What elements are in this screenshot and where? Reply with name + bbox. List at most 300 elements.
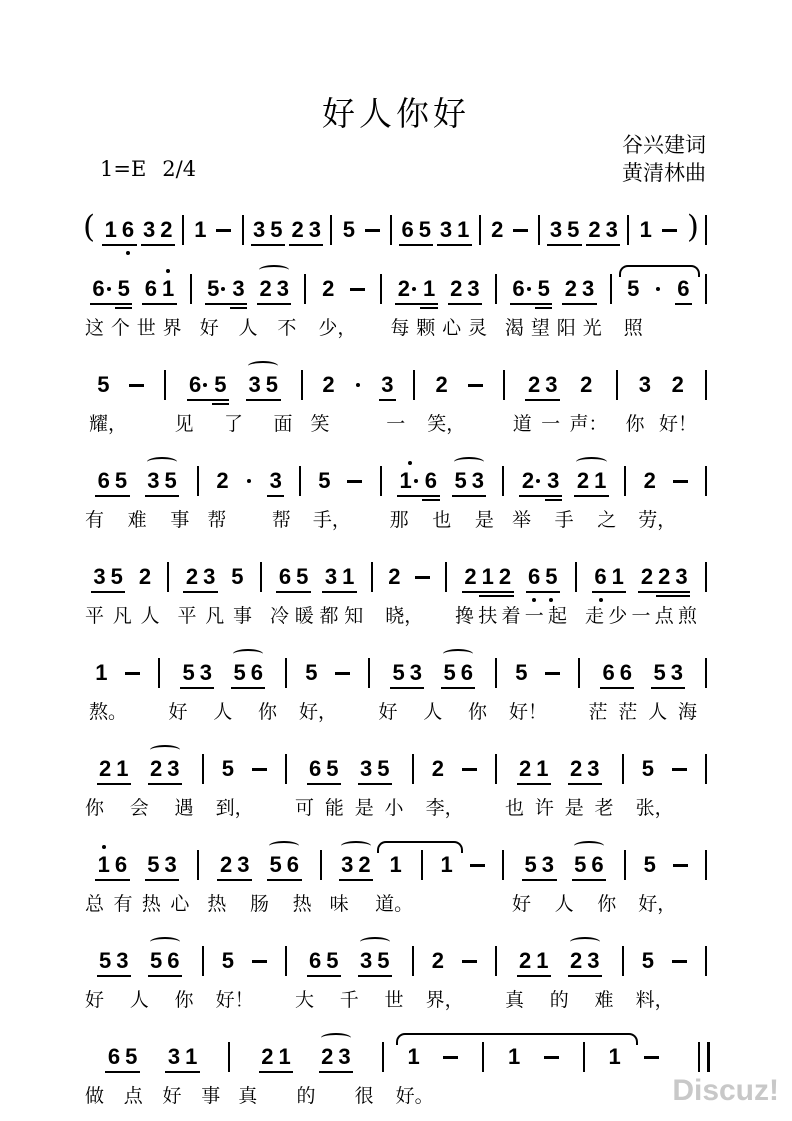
lyric-syllable: 你 bbox=[467, 701, 487, 723]
lyric-syllable: 走 bbox=[584, 605, 604, 627]
note: 3 bbox=[585, 757, 602, 781]
note: 3 bbox=[246, 373, 263, 397]
beam-underline bbox=[539, 879, 556, 881]
note-group bbox=[572, 853, 607, 877]
note: 5 bbox=[535, 277, 552, 301]
dash-duration-mark bbox=[672, 960, 687, 963]
note-group bbox=[642, 1045, 662, 1069]
notes-row bbox=[543, 203, 624, 243]
lyrics-row bbox=[500, 795, 619, 821]
lyric-syllable: 好 bbox=[378, 701, 398, 723]
notes-row bbox=[507, 454, 621, 494]
lyric-syllable: 是 bbox=[474, 509, 494, 531]
note-group bbox=[192, 218, 209, 242]
note: 1 bbox=[592, 469, 609, 493]
score-line bbox=[80, 1030, 710, 1109]
note: 6 bbox=[284, 853, 301, 877]
lyric-syllable: 之 bbox=[597, 509, 617, 531]
measure bbox=[80, 454, 194, 533]
note: 5 bbox=[115, 277, 132, 301]
beam-underline bbox=[545, 495, 562, 497]
beam-underline bbox=[589, 879, 606, 881]
note-group bbox=[219, 949, 236, 973]
beam-underline bbox=[469, 495, 486, 497]
note: 2 bbox=[643, 468, 656, 493]
note: 3 bbox=[379, 373, 396, 397]
note: 1 bbox=[455, 218, 472, 242]
note-group bbox=[105, 1045, 140, 1069]
measure bbox=[507, 838, 621, 917]
barline bbox=[705, 658, 707, 688]
beam-underline bbox=[119, 244, 136, 246]
close-paren-token: ) bbox=[686, 209, 699, 245]
final-double-barline bbox=[698, 1042, 710, 1072]
note: 6 bbox=[105, 1045, 122, 1069]
lyric-syllable: 那 bbox=[389, 509, 409, 531]
note: 2 bbox=[259, 1045, 276, 1069]
note-group bbox=[405, 1045, 422, 1069]
note: 6 bbox=[276, 565, 293, 589]
note: 5 bbox=[572, 853, 589, 877]
dash-duration-mark bbox=[462, 768, 477, 771]
beam-underline bbox=[574, 495, 591, 497]
lyrics-row bbox=[387, 1083, 479, 1109]
beam-underline bbox=[97, 975, 114, 977]
note: 2 bbox=[568, 949, 585, 973]
lyric-syllable: 有 bbox=[85, 509, 105, 531]
lyrics-row bbox=[80, 603, 164, 629]
beam-underline bbox=[651, 687, 668, 689]
lyric-syllable: 好， bbox=[638, 893, 677, 915]
note-group bbox=[90, 277, 133, 301]
note: 5 bbox=[268, 218, 285, 242]
lyric-syllable: 是 bbox=[564, 797, 584, 819]
note: 5 bbox=[305, 660, 318, 685]
note-group bbox=[127, 373, 147, 397]
lyric-syllable: 真 bbox=[505, 989, 525, 1011]
lyrics-row bbox=[417, 987, 492, 1013]
notes-row bbox=[627, 742, 702, 782]
notes-row bbox=[395, 203, 476, 243]
dot-duration-mark bbox=[247, 479, 251, 483]
note: 6 bbox=[589, 853, 606, 877]
note-group bbox=[578, 373, 595, 397]
lyrics-row bbox=[163, 699, 282, 725]
beam-underline bbox=[568, 783, 585, 785]
lyric-syllable: 世 bbox=[384, 989, 404, 1011]
lyric-syllable: 人 bbox=[423, 701, 443, 723]
lyrics-row bbox=[169, 411, 297, 437]
measure bbox=[304, 454, 377, 533]
note: 2 bbox=[356, 853, 373, 877]
note-group bbox=[395, 277, 438, 301]
lyric-syllable: 事 bbox=[232, 605, 252, 627]
beam-underline bbox=[379, 399, 396, 401]
barline bbox=[705, 215, 707, 245]
lyrics-row bbox=[80, 507, 194, 533]
barline bbox=[705, 850, 707, 880]
beam-underline bbox=[148, 783, 165, 785]
note: 6 bbox=[307, 757, 324, 781]
beam-underline bbox=[97, 783, 114, 785]
lyrics-row bbox=[588, 1083, 680, 1109]
beam-underline-2 bbox=[656, 595, 673, 597]
lyric-syllable: 事 bbox=[201, 1085, 221, 1107]
note-group bbox=[148, 757, 183, 781]
note: 6 bbox=[165, 949, 182, 973]
note-group bbox=[333, 661, 353, 685]
note-group bbox=[637, 218, 654, 242]
note bbox=[441, 1045, 461, 1069]
beam-underline bbox=[307, 975, 324, 977]
dash-duration-mark bbox=[644, 1056, 659, 1059]
lyric-syllable: 帮 bbox=[207, 509, 227, 531]
note bbox=[459, 949, 479, 973]
low-octave-dot bbox=[532, 598, 536, 602]
note-group bbox=[102, 218, 137, 242]
lyric-syllable: 好 bbox=[85, 989, 105, 1011]
notes-row bbox=[376, 550, 442, 590]
beam-underline bbox=[638, 591, 655, 593]
note-group bbox=[123, 661, 143, 685]
beam-underline bbox=[158, 244, 175, 246]
barline bbox=[202, 946, 204, 976]
beam-underline bbox=[90, 303, 115, 305]
lyric-syllable: 颗 bbox=[416, 317, 436, 339]
notes-row bbox=[500, 934, 619, 974]
lyric-syllable: 道。 bbox=[375, 893, 414, 915]
notes-row bbox=[233, 1030, 378, 1070]
lyric-syllable: 热 bbox=[141, 893, 161, 915]
lyric-syllable: 事 bbox=[170, 509, 190, 531]
lyric-syllable: 道 bbox=[512, 413, 532, 435]
beam-underline bbox=[600, 687, 617, 689]
lyrics-row bbox=[80, 411, 161, 437]
lyric-syllable: 界 bbox=[162, 317, 182, 339]
note: 5 bbox=[231, 661, 248, 685]
note: 2 bbox=[462, 565, 479, 589]
beam-underline bbox=[123, 1071, 140, 1073]
beam-underline bbox=[565, 244, 582, 246]
note: 5 bbox=[318, 468, 331, 493]
beam-underline bbox=[562, 303, 579, 305]
lyrics-row bbox=[309, 315, 377, 341]
lyrics-row bbox=[290, 987, 409, 1013]
notes-row bbox=[80, 358, 161, 398]
beam-underline bbox=[572, 879, 589, 881]
beam-underline bbox=[568, 975, 585, 977]
beam-underline bbox=[358, 975, 375, 977]
beam-underline bbox=[306, 244, 323, 246]
notes-row bbox=[290, 742, 409, 782]
lyric-syllable: 阳 bbox=[556, 317, 576, 339]
dash-duration-mark bbox=[468, 384, 483, 387]
high-octave-dot bbox=[166, 269, 170, 273]
lyric-syllable: 点 bbox=[123, 1085, 143, 1107]
beam-underline bbox=[452, 495, 469, 497]
beam-underline bbox=[375, 783, 392, 785]
note: 5 bbox=[641, 948, 655, 973]
measure bbox=[247, 203, 328, 243]
barline bbox=[413, 370, 415, 400]
note: 5 bbox=[375, 949, 392, 973]
note: 6 bbox=[307, 949, 324, 973]
beam-underline bbox=[251, 244, 268, 246]
dash-duration-mark bbox=[462, 960, 477, 963]
dash-duration-mark bbox=[672, 768, 687, 771]
note bbox=[214, 218, 234, 242]
beam-underline bbox=[217, 879, 234, 881]
note: 6 bbox=[95, 469, 112, 493]
notes-row bbox=[80, 550, 164, 590]
measure bbox=[629, 454, 702, 533]
note-group bbox=[438, 853, 455, 877]
lyric-syllable: 人 bbox=[238, 317, 258, 339]
lyric-syllable: 冷 bbox=[269, 605, 289, 627]
note-group bbox=[379, 373, 396, 397]
note: 6 bbox=[592, 565, 609, 589]
note-group bbox=[467, 853, 487, 877]
lyrics-row bbox=[500, 987, 619, 1013]
notes-row bbox=[80, 646, 155, 686]
beam-underline bbox=[95, 879, 112, 881]
beam-underline bbox=[522, 879, 539, 881]
beam-underline bbox=[656, 591, 673, 593]
lyric-syllable: 声： bbox=[569, 413, 608, 435]
note bbox=[347, 277, 367, 301]
beam-underline bbox=[115, 303, 132, 305]
note: 3 bbox=[145, 469, 162, 493]
lyric-syllable: 李， bbox=[425, 797, 464, 819]
notes-row bbox=[632, 203, 684, 243]
notes-row bbox=[627, 934, 702, 974]
note-group bbox=[462, 565, 514, 589]
note-group bbox=[562, 277, 597, 301]
lyric-syllable: 界， bbox=[425, 989, 464, 1011]
note: 3 bbox=[274, 277, 291, 301]
notes-row bbox=[80, 838, 194, 878]
lyric-syllable: 遇 bbox=[174, 797, 194, 819]
notes-row bbox=[500, 646, 575, 686]
augmentation-dot bbox=[107, 287, 111, 291]
barline bbox=[445, 562, 447, 592]
note-group bbox=[276, 565, 311, 589]
measure bbox=[583, 646, 702, 725]
notes-row bbox=[169, 358, 297, 398]
note: 5 bbox=[231, 564, 244, 589]
lyrics-row bbox=[500, 315, 607, 341]
beam-underline bbox=[668, 687, 685, 689]
note-group bbox=[93, 661, 110, 685]
barline bbox=[197, 466, 199, 496]
barline bbox=[502, 850, 504, 880]
beam-underline-2 bbox=[673, 595, 690, 597]
notes-row bbox=[290, 934, 409, 974]
beam-underline bbox=[165, 1071, 182, 1073]
beam-underline bbox=[422, 495, 439, 497]
measure bbox=[507, 454, 621, 533]
lyric-syllable: 好！ bbox=[659, 413, 698, 435]
measure bbox=[80, 358, 161, 437]
augmentation-dot bbox=[412, 287, 416, 291]
score-line bbox=[80, 646, 710, 725]
note: 1 bbox=[534, 757, 551, 781]
note-group bbox=[243, 469, 256, 493]
beam-underline bbox=[534, 975, 551, 977]
lyric-syllable: 少， bbox=[318, 317, 357, 339]
note-group bbox=[522, 853, 557, 877]
note bbox=[670, 853, 690, 877]
lyric-syllable: 做 bbox=[85, 1085, 105, 1107]
high-octave-dot bbox=[102, 845, 106, 849]
note: 2 bbox=[562, 277, 579, 301]
note: 2 bbox=[574, 469, 591, 493]
note: 5 bbox=[97, 372, 110, 397]
note: 5 bbox=[267, 853, 284, 877]
note-group bbox=[340, 218, 357, 242]
lyric-syllable: 海 bbox=[677, 701, 697, 723]
note-group bbox=[659, 218, 679, 242]
note-group bbox=[95, 853, 130, 877]
barline bbox=[705, 946, 707, 976]
beam-underline bbox=[165, 975, 182, 977]
note-group bbox=[249, 757, 269, 781]
note: 2 bbox=[525, 373, 542, 397]
note-group bbox=[429, 949, 446, 973]
barline bbox=[705, 370, 707, 400]
note: 5 bbox=[375, 757, 392, 781]
note-group bbox=[142, 277, 177, 301]
note: 1 bbox=[160, 277, 177, 301]
slur-arc bbox=[233, 649, 263, 659]
note-group bbox=[246, 373, 281, 397]
lyrics-row bbox=[376, 603, 442, 629]
note: 3 bbox=[91, 565, 108, 589]
measure bbox=[385, 262, 492, 341]
lyric-syllable: 暖 bbox=[294, 605, 314, 627]
note-group bbox=[429, 757, 446, 781]
tie-arc bbox=[377, 841, 463, 853]
notes-row bbox=[80, 742, 199, 782]
beam-underline bbox=[543, 591, 560, 593]
note: 1 bbox=[608, 1044, 621, 1069]
note-group bbox=[670, 469, 690, 493]
lyrics-row bbox=[290, 795, 409, 821]
beam-underline bbox=[183, 1071, 200, 1073]
note-group bbox=[303, 661, 320, 685]
note: 1 bbox=[340, 565, 357, 589]
lyrics-row bbox=[615, 315, 702, 341]
note-group bbox=[638, 565, 690, 589]
measure bbox=[80, 934, 199, 1013]
notes-row bbox=[202, 454, 296, 494]
beam-underline bbox=[465, 303, 482, 305]
beam-underline bbox=[592, 591, 609, 593]
note: 3 bbox=[230, 277, 247, 301]
dash-duration-mark bbox=[673, 480, 688, 483]
note: 2 bbox=[289, 218, 306, 242]
note: 3 bbox=[201, 565, 218, 589]
lyric-syllable: 手， bbox=[312, 509, 351, 531]
dash-duration-mark bbox=[347, 480, 362, 483]
lyric-syllable: 人 bbox=[129, 989, 149, 1011]
beam-underline bbox=[114, 975, 131, 977]
credits bbox=[622, 131, 706, 187]
note-group bbox=[347, 277, 367, 301]
note-group bbox=[441, 661, 476, 685]
lyric-syllable: 起 bbox=[547, 605, 567, 627]
beam-underline bbox=[141, 244, 158, 246]
beam-underline bbox=[324, 975, 341, 977]
beam-underline bbox=[339, 879, 356, 881]
note: 2 bbox=[322, 372, 335, 397]
measure bbox=[265, 550, 368, 629]
slur-arc bbox=[269, 841, 299, 851]
note-group bbox=[267, 853, 302, 877]
slur-arc bbox=[147, 457, 177, 467]
beam-underline bbox=[535, 303, 552, 305]
note: 2 bbox=[257, 277, 274, 301]
augmentation-dot bbox=[414, 479, 418, 483]
note: 3 bbox=[585, 949, 602, 973]
lyrics-row bbox=[621, 411, 702, 437]
note-group bbox=[214, 469, 231, 493]
note: 5 bbox=[145, 853, 162, 877]
augmentation-dot bbox=[203, 383, 207, 387]
beam-underline bbox=[525, 399, 542, 401]
barline bbox=[624, 466, 626, 496]
lyric-syllable: 知 bbox=[344, 605, 364, 627]
note: 6 bbox=[617, 661, 634, 685]
slur-arc bbox=[454, 457, 484, 467]
note: 5 bbox=[205, 277, 230, 301]
dash-duration-mark bbox=[216, 229, 231, 232]
slur-arc bbox=[570, 937, 600, 947]
note: 2 bbox=[216, 468, 229, 493]
notes-row bbox=[304, 454, 377, 494]
notes-row bbox=[417, 742, 492, 782]
note: 6 bbox=[458, 661, 475, 685]
lyrics-row bbox=[306, 411, 411, 437]
note: 5 bbox=[212, 373, 229, 397]
note-group bbox=[259, 1045, 294, 1069]
barline bbox=[164, 370, 166, 400]
barline bbox=[320, 850, 322, 880]
note: 5 bbox=[416, 218, 433, 242]
note-group bbox=[251, 218, 286, 242]
measure bbox=[580, 550, 702, 629]
barline bbox=[495, 946, 497, 976]
lyrics-row bbox=[500, 699, 575, 725]
barline bbox=[158, 658, 160, 688]
note-group bbox=[670, 853, 690, 877]
score-line bbox=[80, 203, 710, 245]
beam-underline bbox=[162, 879, 179, 881]
lyric-syllable: 真 bbox=[238, 1085, 258, 1107]
beam-underline bbox=[395, 303, 420, 305]
low-octave-dot bbox=[126, 251, 130, 255]
lyrics-row bbox=[80, 891, 194, 917]
note: 1 bbox=[397, 469, 422, 493]
note-group bbox=[358, 949, 393, 973]
notes-row bbox=[265, 550, 368, 590]
beam-underline bbox=[257, 303, 274, 305]
augmentation-dot bbox=[221, 287, 225, 291]
barline bbox=[495, 658, 497, 688]
lyric-syllable: 好！ bbox=[215, 989, 254, 1011]
note: 3 bbox=[638, 372, 651, 397]
measure bbox=[500, 934, 619, 1013]
